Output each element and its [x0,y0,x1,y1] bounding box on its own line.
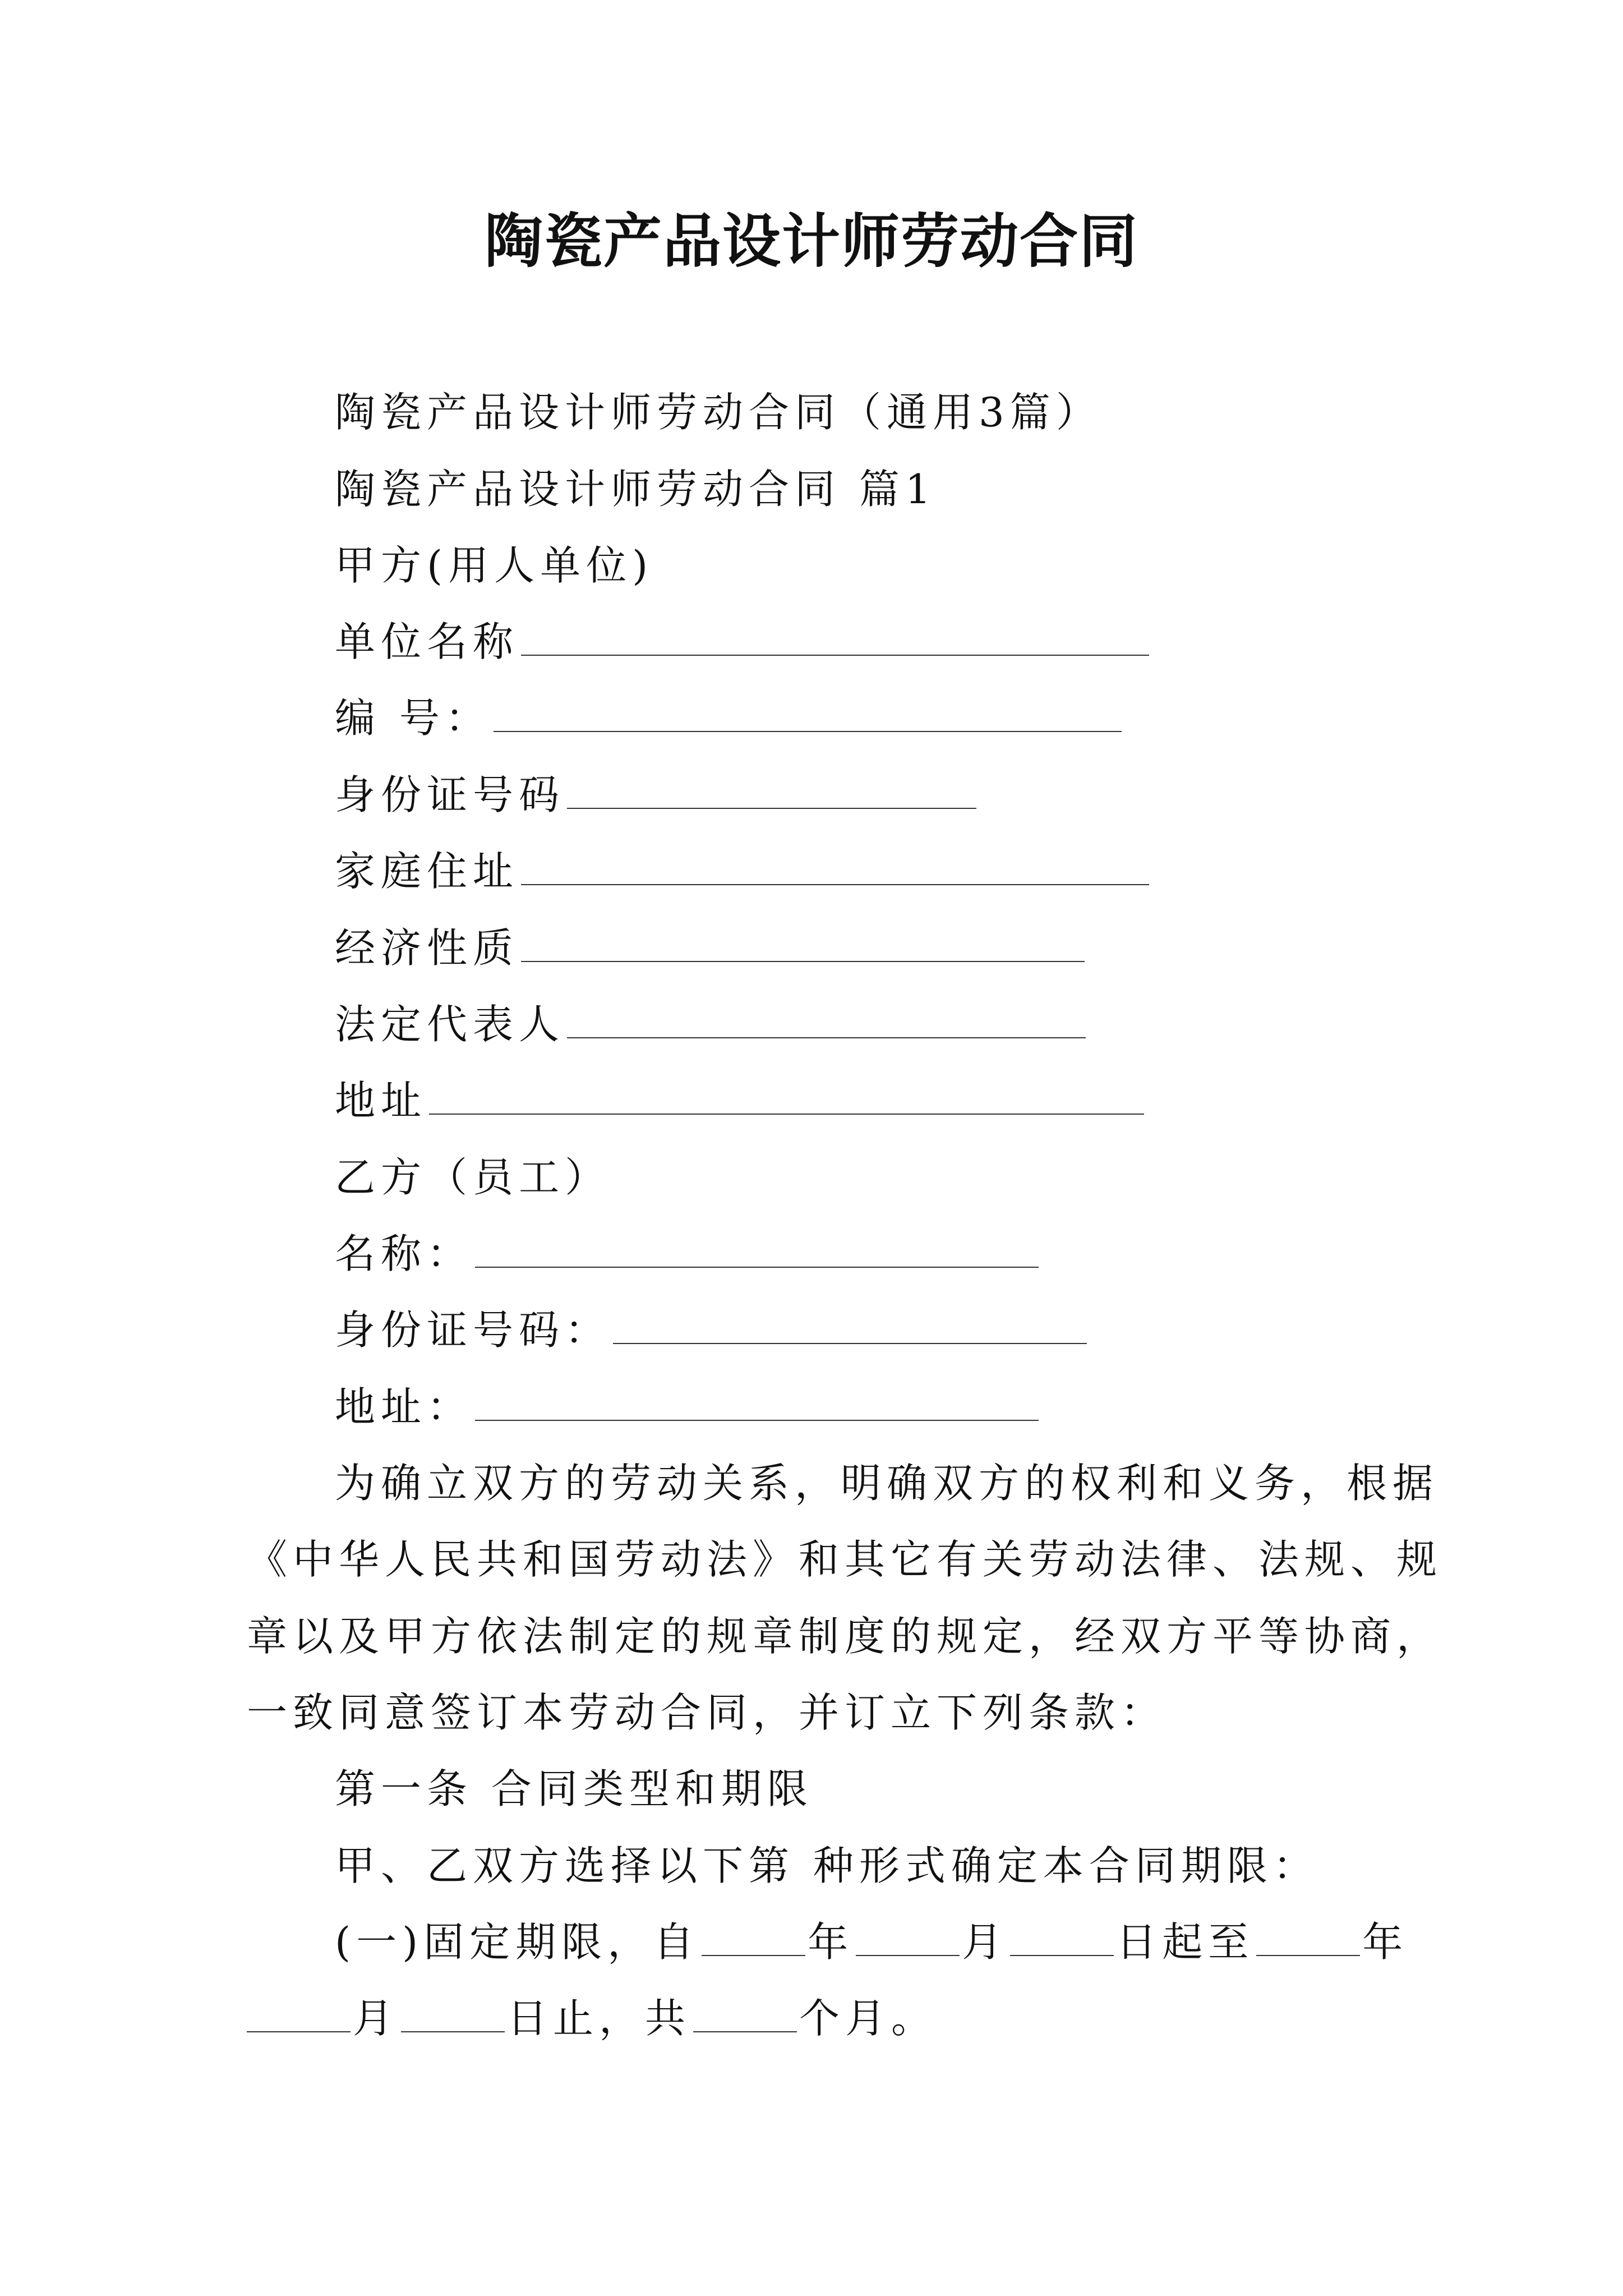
economic-nature-blank [521,922,1085,962]
intro-line-2: 《中华人民共和国劳动法》和其它有关劳动法律、法规、规 [247,1536,1443,1583]
economic-nature-label: 经济性质 [335,924,519,972]
document-subtitle: 陶瓷产品设计师劳动合同（通用3篇） [335,389,1102,436]
start-year-blank [702,1916,805,1956]
months-label: 个月。 [799,1995,938,2042]
start-day-blank [1010,1916,1114,1956]
party-b-address-blank [475,1381,1039,1421]
unit-name-label: 单位名称 [335,618,519,665]
home-address-row [335,843,1151,899]
party-a-address-blank [429,1074,1144,1115]
fixed-term-line-1 [335,1914,1408,1970]
party-b-id-row [335,1302,1089,1358]
unit-name-blank [521,615,1149,656]
party-b-name-row [335,1226,1041,1282]
party-b-address-label: 地址： [335,1383,473,1430]
party-b-name-blank [475,1227,1039,1268]
party-b-id-label: 身份证号码： [335,1306,611,1354]
month2-label: 月 [353,1995,399,2042]
year-label: 年 [808,1918,854,1966]
start-month-blank [856,1916,960,1956]
intro-line-1: 为确立双方的劳动关系，明确双方的权利和义务，根据 [335,1460,1439,1507]
total-months-blank [693,1992,797,2032]
day-until-label: 日止，共 [507,1995,691,2042]
economic-nature-row [335,920,1087,976]
end-year-blank [1256,1916,1360,1956]
party-b-id-blank [613,1304,1087,1344]
party-a-heading: 甲方(用人单位) [335,542,654,589]
intro-line-3: 章以及甲方依法制定的规章制度的规定，经双方平等协商， [247,1613,1443,1660]
article-1-choice: 甲、乙双方选择以下第 种形式确定本合同期限： [335,1842,1319,1889]
article-1-heading: 第一条 合同类型和期限 [335,1765,813,1812]
year2-label: 年 [1362,1918,1409,1966]
document-title: 陶瓷产品设计师劳动合同 [484,206,1138,275]
party-a-address-label: 地址 [335,1077,427,1124]
number-row [335,690,1124,746]
legal-rep-row [335,996,1088,1052]
party-a-id-row [335,767,979,823]
month-label: 月 [962,1918,1008,1966]
legal-rep-label: 法定代表人 [335,1001,565,1048]
end-month-blank [247,1992,351,2032]
legal-rep-blank [567,998,1086,1038]
party-a-address-row [335,1073,1146,1129]
party-a-id-label: 身份证号码 [335,771,565,818]
intro-line-4: 一致同意签订本劳动合同，并订立下列条款： [247,1689,1167,1736]
end-day-blank [401,1992,505,2032]
party-b-name-label: 名称： [335,1230,473,1277]
home-address-label: 家庭住址 [335,848,519,895]
party-a-id-blank [567,769,976,809]
section-heading: 陶瓷产品设计师劳动合同 篇1 [335,466,937,513]
day-from-label: 日起至 [1116,1918,1255,1966]
unit-name-row [335,614,1151,670]
fixed-term-line-2 [247,1990,1380,2046]
fixed-term-prefix: (一)固定期限，自 [335,1918,700,1966]
home-address-blank [521,845,1149,885]
number-label: 编 号： [335,694,491,742]
party-b-address-row [335,1379,1041,1435]
party-b-heading: 乙方（员工） [335,1154,611,1201]
number-blank [494,692,1122,732]
